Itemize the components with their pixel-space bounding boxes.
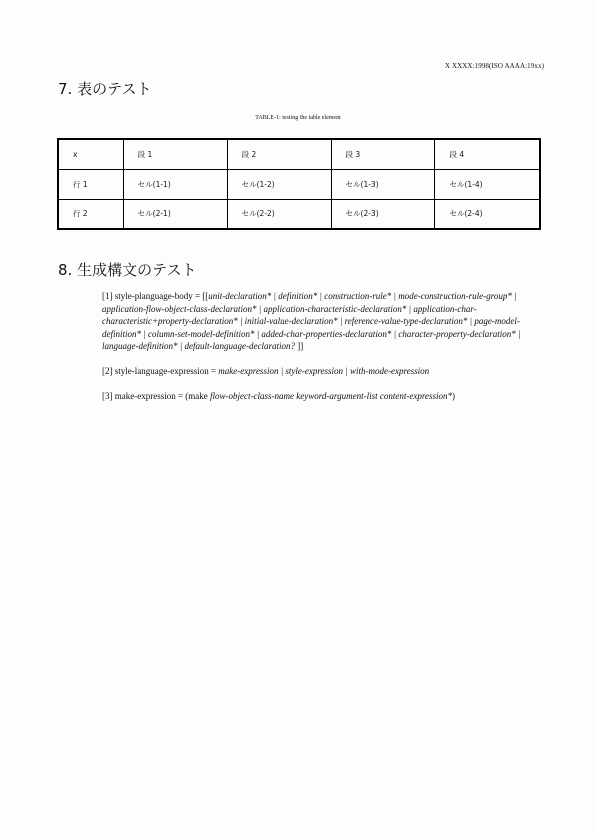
table-row xyxy=(58,199,540,229)
rule-2-body: make-expression | style-expression | with-mode-expression xyxy=(218,365,430,376)
table-cell: セル(2-2) xyxy=(227,199,331,229)
production-rule-2 xyxy=(102,365,522,378)
table-cell: セル(2-3) xyxy=(331,199,435,229)
table-cell: 行 1 xyxy=(58,169,123,199)
table-cell: セル(1-2) xyxy=(227,169,331,199)
table-cell: 段 4 xyxy=(435,139,540,169)
table-row xyxy=(58,169,540,199)
rule-1-head: [1] style-planguage-body = [[ xyxy=(102,291,209,301)
document-reference: X XXXX:1998(ISO AAAA:19xx) xyxy=(444,62,544,70)
rule-3-tail: ) xyxy=(452,390,455,401)
rule-3-head: [3] make-expression = (make xyxy=(102,390,211,401)
table-cell: セル(2-1) xyxy=(123,199,227,229)
rule-1-tail: ]] xyxy=(294,341,304,352)
section-7-title: 7. 表のテスト xyxy=(58,80,152,98)
rule-1-body: unit-declaration* | definition* | construction-rule* | mode-construction-rule-group* | application-flow-object-class-declaration* | application-characteristic-declaration* | application-char-characteristic+property-declaration* | initial-value-declaration* | reference-value-type-declaration* | page-model-definition* | column-set-model-definition* | added-char-properties-declaration* | character-property-declaration* | language-definition* | default-language-declaration? xyxy=(102,291,521,352)
table-cell: x xyxy=(58,139,123,169)
table-cell: セル(1-1) xyxy=(123,169,227,199)
production-rules xyxy=(102,290,522,414)
table-caption: TABLE-1: testing the table element xyxy=(255,115,341,121)
table-cell: 段 3 xyxy=(331,139,435,169)
section-8-title: 8. 生成構文のテスト xyxy=(58,261,197,279)
table-cell: セル(1-4) xyxy=(435,169,540,199)
production-rule-3 xyxy=(102,390,522,403)
test-table xyxy=(57,138,541,230)
table-cell: 段 1 xyxy=(123,139,227,169)
table-row xyxy=(58,139,540,169)
production-rule-1 xyxy=(102,290,522,353)
rule-2-head: [2] style-language-expression = xyxy=(102,365,219,376)
table-cell: 段 2 xyxy=(227,139,331,169)
table-cell: セル(2-4) xyxy=(435,199,540,229)
table-cell: 行 2 xyxy=(58,199,123,229)
rule-3-body: flow-object-class-name keyword-argument-list content-expression* xyxy=(210,390,452,401)
table-cell: セル(1-3) xyxy=(331,169,435,199)
